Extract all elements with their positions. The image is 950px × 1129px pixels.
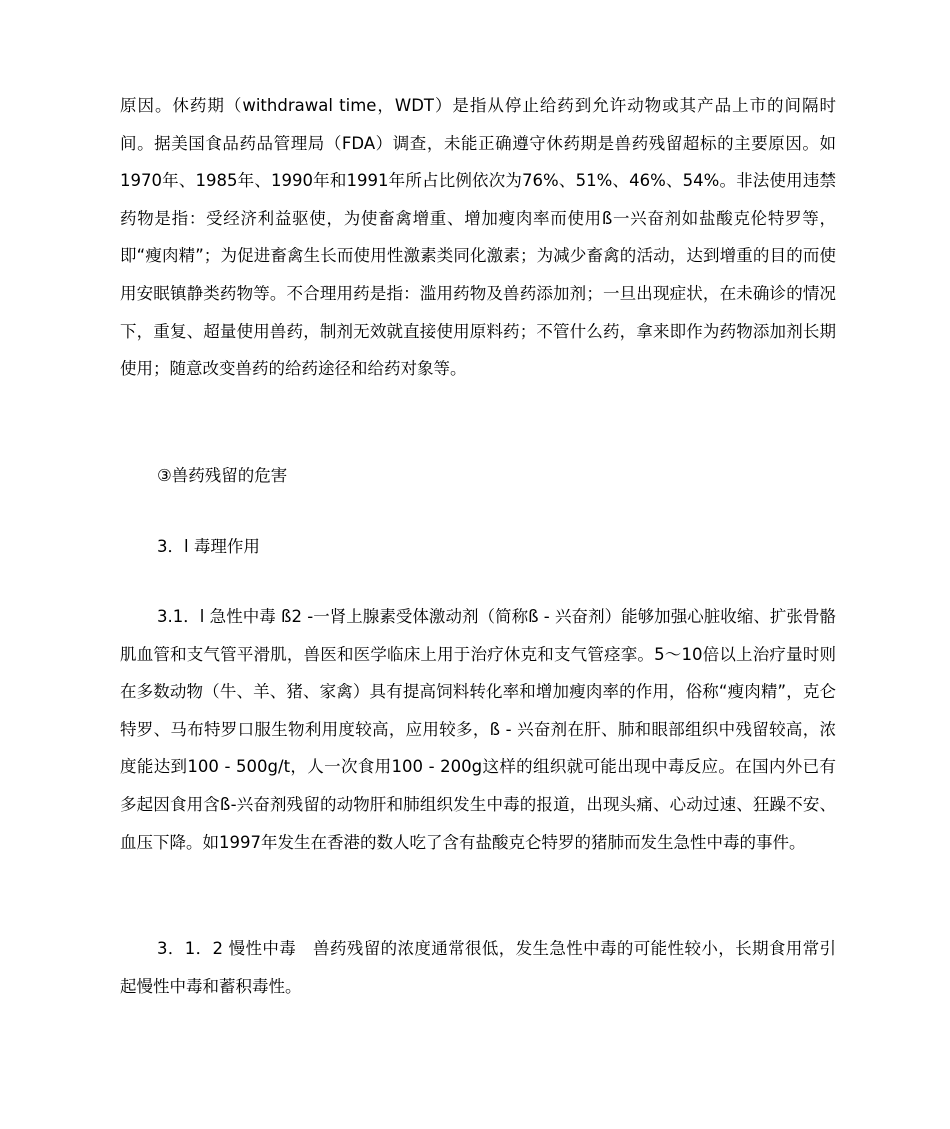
paragraph-acute-poisoning: 3.1．l 急性中毒 ß2 -一肾上腺素受体激动剂（简称ß - 兴奋剂）能够加强心脏收缩、扩张骨骼肌血管和支气管平滑肌，兽医和医学临床上用于治疗休克和支气管痉挛。5～10倍以上治疗量时则在多数动物（牛、羊、猪、家禽）具有提高饲料转化率和增加瘦肉率的作用，俗称“瘦肉精”，克仑特罗、马布特罗口服生物利用度较高，应用较多，ß - 兴奋剂在肝、肺和眼部组织中残留较高，浓度能达到100 - 500g/t，人一次食用100 - 200g这样的组织就可能出现中毒反应。在国内外已有多起因食用含ß-兴奋剂残留的动物肝和肺组织发生中毒的报道，出现头痛、心动过速、狂躁不安、血压下降。如1997年发生在香港的数人吃了含有盐酸克仑特罗的猪肺而发生急性中毒的事件。: [120, 607, 836, 852]
section-heading-hazards: ③兽药残留的危害: [157, 466, 288, 485]
paragraph-chronic-poisoning: 3．1．2 慢性中毒 兽药残留的浓度通常很低，发生急性中毒的可能性较小，长期食用常引起慢性中毒和蓄积毒性。: [120, 939, 836, 996]
subsection-heading-toxicology: 3．l 毒理作用: [157, 537, 260, 556]
paragraph-withdrawal-period: 原因。休药期（withdrawal time，WDT）是指从停止给药到允许动物或其产品上市的间隔时间。据美国食品药品管理局（FDA）调查，未能正确遵守休药期是兽药残留超标的主要原因。如1970年、1985年、1990年和1991年所占比例依次为76%、51%、46%、54%。非法使用违禁药物是指：受经济利益驱使，为使畜禽增重、增加瘦肉率而使用ß一兴奋剂如盐酸克伦特罗等，即“瘦肉精”；为促进畜禽生长而使用性激素类同化激素；为减少畜禽的活动，达到增重的目的而使用安眠镇静类药物等。不合理用药是指：滥用药物及兽药添加剂；一旦出现症状，在未确诊的情况下，重复、超量使用兽药，制剂无效就直接使用原料药；不管什么药，拿来即作为药物添加剂长期使用；随意改变兽药的给药途径和给药对象等。: [120, 96, 836, 379]
